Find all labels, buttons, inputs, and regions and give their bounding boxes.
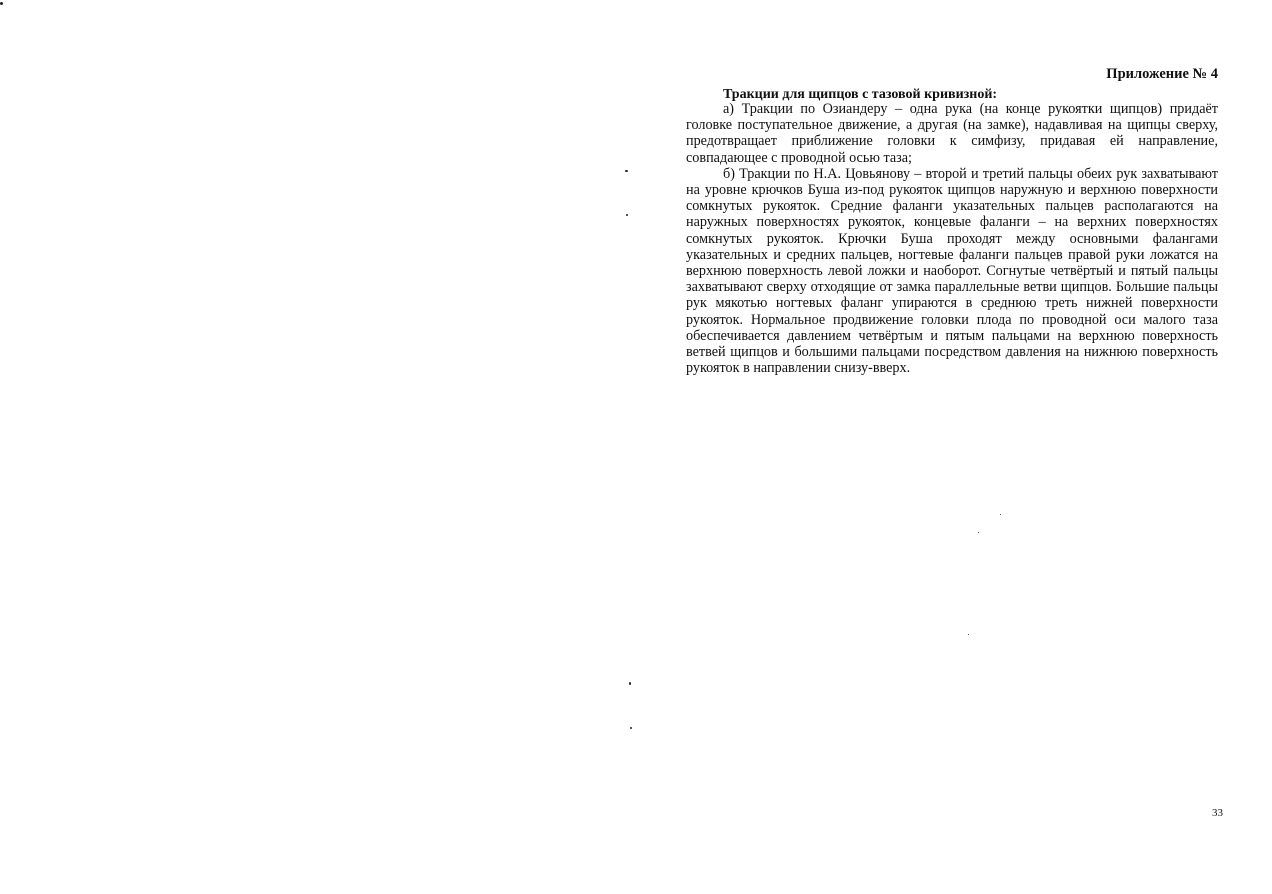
paragraph-tsovyanov: б) Тракции по Н.А. Цовьянову – второй и третий пальцы обеих рук захватывают на уровне крючков Буша из-под рукояток щипцов наружную и верхнюю поверхности сомкнутых рукояток. Средние фаланги указательных пальцев располагаются на наружных поверхностях рукояток, концевые фаланги – на верхних поверхностях сомкнутых рукояток. Крючки Буша проходят между основными фалангами указательных и средних пальцев, ногтевые фаланги пальцев правой руки ложатся на верхнюю поверхность левой ложки и наоборот. Согнутые четвёртый и пятый пальцы захватывают сверху отходящие от замка параллельные ветви щипцов. Большие пальцы рук мякотью ногтевых фаланг упираются в среднюю треть нижней поверхности рукояток. Нормальное продвижение головки плода по проводной оси малого таза обеспечивается давлением четвёртым и пятым пальцами на верхнюю поверхность ветвей щипцов и большими пальцами посредством давления на нижнюю поверхность рукояток в направлении снизу-вверх. — [686, 165, 1218, 377]
paragraph-osiander: а) Тракции по Озиандеру – одна рука (на конце рукоятки щипцов) придаёт головке поступательное движение, а другая (на замке), надавливая на щипцы сверху, предотвращает приближение головки к симфизу, придавая ей направление, совпадающее с проводной осью таза; — [686, 101, 1218, 166]
appendix-label: Приложение № 4 — [1106, 66, 1218, 82]
scan-speck — [630, 727, 632, 729]
scan-speck — [629, 682, 631, 685]
scan-speck — [0, 2, 3, 5]
scan-speck — [1000, 514, 1001, 515]
page-number: 33 — [1212, 807, 1223, 819]
scan-speck — [968, 634, 969, 635]
scan-speck — [978, 532, 979, 533]
body-text — [686, 101, 1218, 376]
scan-speck — [626, 214, 628, 216]
scan-speck — [625, 170, 628, 172]
section-heading: Тракции для щипцов с тазовой кривизной: — [723, 87, 998, 102]
